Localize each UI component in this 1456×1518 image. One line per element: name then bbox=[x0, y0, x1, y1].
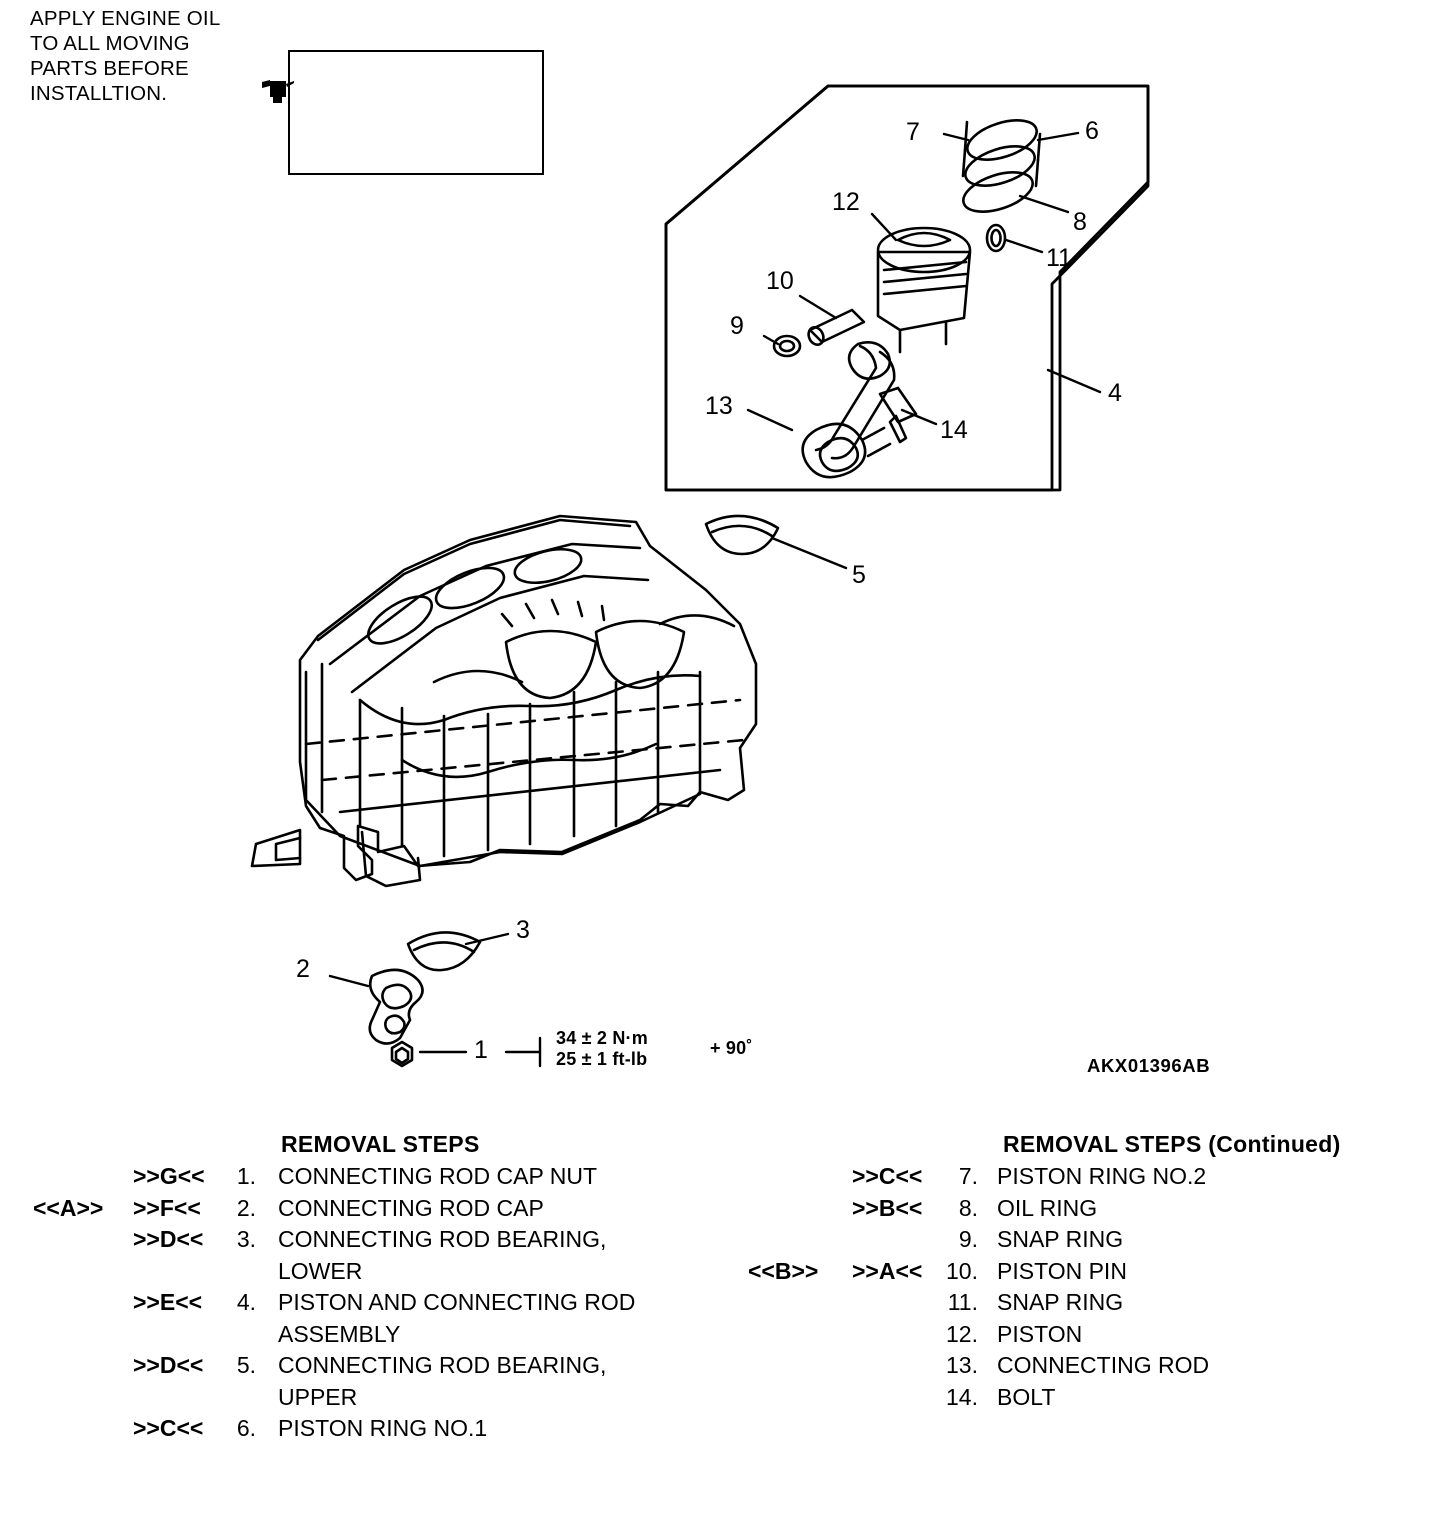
step-label: BOLT bbox=[997, 1383, 1056, 1410]
callout-12: 12 bbox=[832, 188, 860, 216]
step-mark-b: >>E<< bbox=[133, 1289, 203, 1315]
step-number: 8. bbox=[958, 1194, 978, 1221]
step-label bbox=[278, 1350, 606, 1413]
step-number: 12. bbox=[946, 1320, 978, 1347]
step-number: 9. bbox=[958, 1226, 978, 1252]
step-label bbox=[278, 1287, 635, 1350]
list-item bbox=[742, 1287, 1442, 1319]
callout-9: 9 bbox=[730, 312, 744, 340]
torque-line-ftlb: 25 ± 1 ft-lb bbox=[556, 1049, 648, 1069]
step-label-line1: PISTON AND CONNECTING ROD bbox=[278, 1289, 636, 1315]
step-number: 5. bbox=[236, 1352, 256, 1378]
callout-8: 8 bbox=[1073, 208, 1087, 236]
step-label-line2: UPPER bbox=[278, 1383, 358, 1410]
list-item bbox=[20, 1224, 730, 1287]
callout-3: 3 bbox=[516, 916, 530, 944]
step-number: 7. bbox=[958, 1163, 978, 1189]
step-number: 2. bbox=[236, 1194, 256, 1221]
step-mark-b: >>G<< bbox=[133, 1163, 205, 1189]
step-mark-b: >>D<< bbox=[133, 1226, 204, 1252]
torque-angle-suffix: + 90˚ bbox=[710, 1038, 753, 1058]
list-item bbox=[742, 1224, 1442, 1256]
callout-6: 6 bbox=[1085, 117, 1099, 145]
list-item bbox=[20, 1350, 730, 1413]
step-mark-b: >>C<< bbox=[852, 1163, 923, 1189]
apply-oil-note-box bbox=[288, 50, 544, 175]
step-number: 13. bbox=[946, 1352, 978, 1378]
list-item bbox=[742, 1161, 1442, 1193]
callout-7: 7 bbox=[906, 118, 920, 146]
list-item bbox=[20, 1161, 730, 1193]
step-mark-b: >>C<< bbox=[133, 1415, 204, 1441]
callout-10: 10 bbox=[766, 267, 794, 295]
step-mark-a: <<B>> bbox=[748, 1257, 819, 1284]
step-number: 6. bbox=[236, 1415, 256, 1441]
callout-4: 4 bbox=[1108, 379, 1122, 407]
list-item bbox=[742, 1382, 1442, 1414]
step-label: SNAP RING bbox=[997, 1226, 1124, 1252]
step-number: 10. bbox=[946, 1257, 978, 1284]
list-item bbox=[742, 1319, 1442, 1351]
step-label: PISTON PIN bbox=[997, 1257, 1127, 1284]
step-label-line1: CONNECTING ROD BEARING, bbox=[278, 1352, 607, 1378]
step-number: 1. bbox=[236, 1163, 256, 1189]
removal-steps-title-left: REMOVAL STEPS bbox=[281, 1131, 480, 1157]
step-number: 4. bbox=[236, 1289, 256, 1315]
step-mark-b: >>F<< bbox=[133, 1194, 201, 1221]
step-mark-b: >>D<< bbox=[133, 1352, 204, 1378]
step-mark-b: >>A<< bbox=[852, 1257, 923, 1284]
step-label-line2: LOWER bbox=[278, 1257, 363, 1284]
step-label: PISTON RING NO.2 bbox=[997, 1163, 1207, 1189]
step-label-line1: CONNECTING ROD BEARING, bbox=[278, 1226, 607, 1252]
removal-steps-list-right bbox=[742, 1161, 1442, 1413]
step-label: SNAP RING bbox=[997, 1289, 1124, 1315]
step-label: CONNECTING ROD CAP bbox=[278, 1194, 544, 1221]
callout-11: 11 bbox=[1046, 244, 1072, 272]
list-item bbox=[20, 1287, 730, 1350]
step-number: 11. bbox=[947, 1289, 978, 1315]
removal-steps-title-right: REMOVAL STEPS (Continued) bbox=[1003, 1131, 1341, 1157]
step-label: PISTON RING NO.1 bbox=[278, 1415, 488, 1441]
step-label-line2: ASSEMBLY bbox=[278, 1320, 401, 1347]
callout-5: 5 bbox=[852, 561, 866, 589]
list-item bbox=[20, 1413, 730, 1445]
callout-2: 2 bbox=[296, 955, 310, 983]
list-item bbox=[742, 1193, 1442, 1225]
oil-can-icon bbox=[260, 78, 296, 106]
step-mark-b: >>B<< bbox=[852, 1194, 923, 1221]
removal-steps-list-left bbox=[20, 1161, 730, 1445]
step-mark-a: <<A>> bbox=[33, 1194, 104, 1221]
list-item bbox=[742, 1350, 1442, 1382]
callout-14: 14 bbox=[940, 416, 968, 444]
torque-spec bbox=[556, 1028, 753, 1070]
step-label: OIL RING bbox=[997, 1194, 1098, 1221]
callout-13: 13 bbox=[705, 392, 733, 420]
apply-oil-note-text: APPLY ENGINE OIL TO ALL MOVING PARTS BEFORE INSTALLTION. bbox=[30, 7, 220, 105]
step-number: 14. bbox=[946, 1383, 978, 1410]
step-label: PISTON bbox=[997, 1320, 1083, 1347]
list-item bbox=[742, 1256, 1442, 1288]
step-number: 3. bbox=[236, 1226, 256, 1252]
step-label: CONNECTING ROD bbox=[997, 1352, 1210, 1378]
figure-code: AKX01396AB bbox=[1087, 1055, 1211, 1076]
callout-1: 1 bbox=[474, 1036, 488, 1064]
torque-line-nm: 34 ± 2 N·m bbox=[556, 1028, 648, 1048]
step-label bbox=[278, 1224, 606, 1287]
list-item bbox=[20, 1193, 730, 1225]
step-label: CONNECTING ROD CAP NUT bbox=[278, 1163, 598, 1189]
